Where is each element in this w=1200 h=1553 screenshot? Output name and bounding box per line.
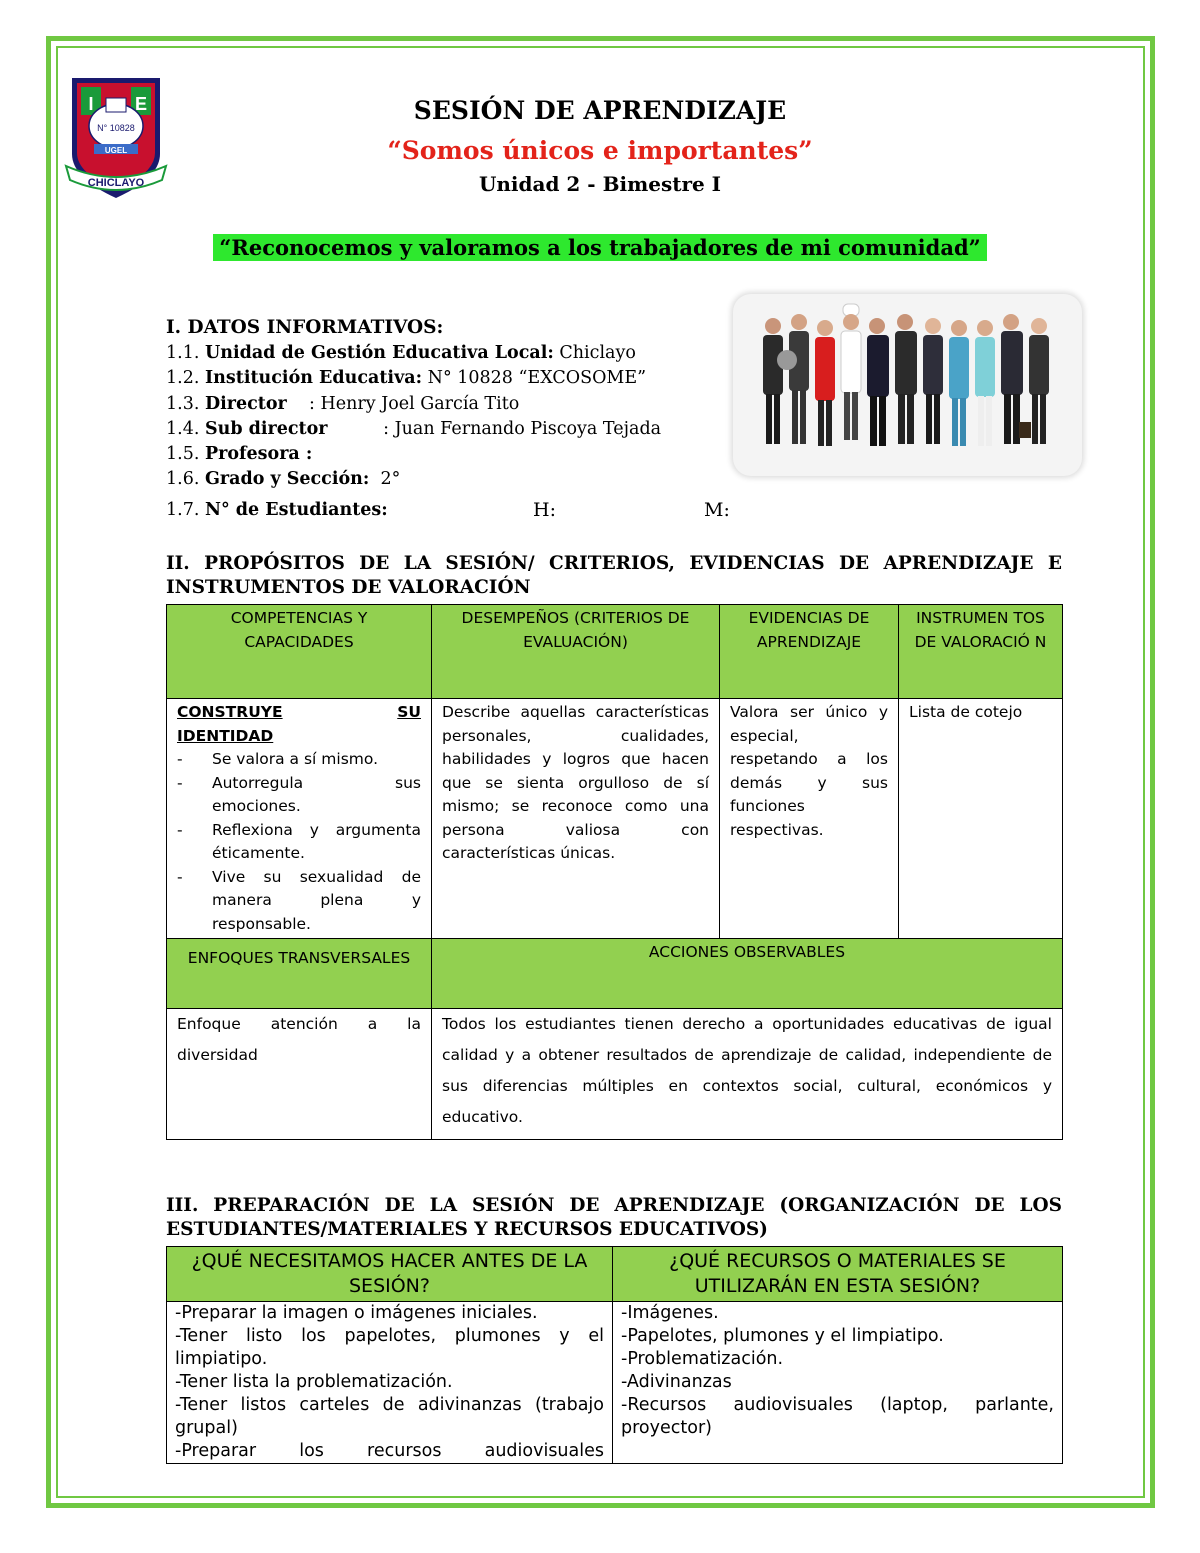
logo-ribbon-bottom: CHICLAYO — [87, 177, 145, 189]
header-recursos: ¿QUÉ RECURSOS O MATERIALES SE UTILIZARÁN EN ESTA SESIÓN? — [613, 1247, 1063, 1302]
desempeno-cell: Describe aquellas características personales, cualidades, habilidades y logros que hacen que se sienta orgulloso de sí mismo; se reconoce como una persona valiosa con características únicas. — [432, 699, 720, 939]
info-row: 1.3. Director : Henry Joel García Tito — [166, 393, 520, 414]
header-desempenos: DESEMPEÑOS (CRITERIOS DE EVALUACIÓN) — [432, 605, 720, 699]
capacidad-item: - Reflexiona y argumenta éticamente. — [177, 820, 421, 862]
male-count-label: H: — [533, 499, 556, 521]
workers-illustration — [733, 294, 1082, 476]
competencia-title: CONSTRUYE SU — [177, 703, 421, 721]
list-item: -Tener lista la problematización. — [175, 1372, 453, 1392]
purposes-header-row — [167, 605, 1063, 699]
capacidad-item: - Autorregula sus emociones. — [177, 773, 421, 815]
instrumento-cell: Lista de cotejo — [899, 699, 1063, 939]
info-list — [166, 341, 661, 518]
accion-cell: Todos los estudiantes tienen derecho a oportunidades educativas de igual calidad y a obtener resultados de aprendizaje de calidad, independiente de sus diferencias múltiples en contextos social, cultural, económicos y educativo. — [432, 1009, 1063, 1140]
purposes-row — [167, 699, 1063, 939]
purposes-table — [166, 604, 1063, 1140]
info-row: 1.1. Unidad de Gestión Educativa Local: Chiclayo — [166, 343, 636, 363]
info-row: 1.7. N° de Estudiantes: — [166, 499, 388, 520]
logo-seal-text: N° 10828 — [97, 123, 135, 133]
female-count-label: M: — [704, 499, 730, 521]
list-item: -Imágenes. — [621, 1303, 719, 1323]
competencia-title-2: IDENTIDAD — [177, 726, 274, 745]
session-theme — [0, 234, 1200, 261]
header-acciones: ACCIONES OBSERVABLES — [432, 939, 1063, 1009]
list-item: -Papelotes, plumones y el limpiatipo. — [621, 1326, 944, 1346]
capacidad-item: - Se valora a sí mismo. — [177, 750, 379, 768]
capacidad-item: - Vive su sexualidad de manera plena y responsable. — [177, 867, 421, 933]
list-item: -Preparar la imagen o imágenes iniciales. — [175, 1303, 538, 1323]
enfoques-row — [167, 1009, 1063, 1140]
list-item: -Problematización. — [621, 1349, 784, 1369]
section-2-title: II. PROPÓSITOS DE LA SESIÓN/ CRITERIOS, EVIDENCIAS DE APRENDIZAJE E INSTRUMENTOS DE VALORACIÓN — [166, 553, 1062, 598]
page-title: SESIÓN DE APRENDIZAJE — [413, 96, 787, 125]
header-evidencias: EVIDENCIAS DE APRENDIZAJE — [720, 605, 899, 699]
workers-photo — [733, 294, 1082, 476]
preparation-row — [167, 1302, 1063, 1464]
list-item: -Preparar los recursos audiovisuales — [175, 1441, 604, 1461]
info-row: 1.5. Profesora : — [166, 444, 313, 465]
preparation-table — [166, 1246, 1063, 1464]
session-theme-text: “Reconocemos y valoramos a los trabajadores de mi comunidad” — [213, 234, 986, 261]
list-item: -Tener listo los papelotes, plumones y el limpiatipo. — [175, 1326, 604, 1369]
header-enfoques: ENFOQUES TRANSVERSALES — [167, 939, 432, 1009]
logo-letter-left: I — [88, 94, 94, 114]
info-row: 1.2. Institución Educativa: N° 10828 “EXCOSOME” — [166, 368, 647, 389]
recursos-cell — [613, 1302, 1063, 1464]
enfoques-header-row — [167, 939, 1063, 1009]
evidencia-cell: Valora ser único y especial, respetando a los demás y sus funciones respectivas. — [720, 699, 899, 939]
enfoque-cell: Enfoque atención a la diversidad — [167, 1009, 432, 1140]
header-competencias: COMPETENCIAS Y CAPACIDADES — [167, 605, 432, 699]
info-row: 1.6. Grado y Sección: 2° — [166, 469, 401, 490]
list-item: -Adivinanzas — [621, 1372, 732, 1392]
page-subtitle: “Somos únicos e importantes” — [387, 136, 813, 165]
list-item: -Recursos audiovisuales (laptop, parlante, proyector) — [621, 1395, 1054, 1438]
antes-cell — [167, 1302, 613, 1464]
list-item: -Tener listos carteles de adivinanzas (trabajo grupal) — [175, 1395, 604, 1438]
header-instrumentos: INSTRUMEN TOS DE VALORACIÓ N — [899, 605, 1063, 699]
logo-ribbon-top: UGEL — [104, 146, 128, 155]
info-row: 1.4. Sub director : Juan Fernando Piscoya Tejada — [166, 418, 662, 439]
preparation-header-row — [167, 1247, 1063, 1302]
logo-letter-right: E — [134, 94, 148, 114]
section-3-title: III. PREPARACIÓN DE LA SESIÓN DE APRENDIZAJE (ORGANIZACIÓN DE LOS ESTUDIANTES/MATERIALES Y RECURSOS EDUCATIVOS) — [166, 1195, 1062, 1240]
competencias-cell — [167, 699, 432, 939]
unit-label: Unidad 2 - Bimestre I — [478, 172, 722, 196]
section-1-title: I. DATOS INFORMATIVOS: — [166, 317, 444, 338]
header-antes: ¿QUÉ NECESITAMOS HACER ANTES DE LA SESIÓN? — [167, 1247, 613, 1302]
